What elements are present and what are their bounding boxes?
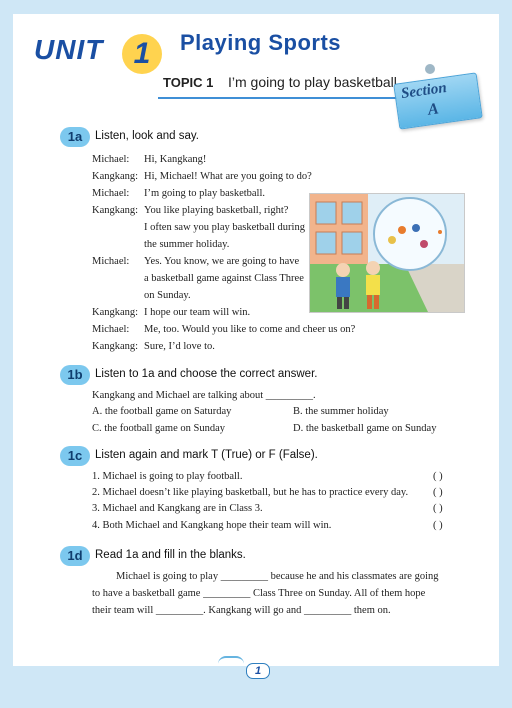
unit-title: Playing Sports <box>180 30 342 55</box>
unit-label: UNIT <box>34 34 104 65</box>
heading-1a: Listen, look and say. <box>95 130 199 142</box>
dialogue-line: I hope our team will win. <box>144 307 251 318</box>
option: B. the summer holiday <box>293 406 389 417</box>
speaker: Michael: <box>92 256 130 267</box>
fill-blank-line: Michael is going to play _________ because he and his classmates are going <box>116 571 439 582</box>
dialogue-line: the summer holiday. <box>144 239 230 250</box>
dialogue-line: Hi, Michael! What are you going to do? <box>144 171 312 182</box>
heading-1b: Listen to 1a and choose the correct answer. <box>95 368 318 380</box>
speaker: Kangkang: <box>92 205 139 216</box>
heading-1d: Read 1a and fill in the blanks. <box>95 549 246 561</box>
statement: 1. Michael is going to play football. <box>92 471 243 482</box>
fill-blank-line: their team will _________. Kangkang will go and _________ them on. <box>92 605 391 616</box>
answer-paren[interactable]: ( ) <box>433 503 443 514</box>
speaker: Michael: <box>92 154 130 165</box>
dialogue-line: Me, too. Would you like to come and cheer us on? <box>144 324 356 335</box>
speaker: Kangkang: <box>92 341 139 352</box>
badge-1a: 1a <box>60 127 90 147</box>
answer-paren[interactable]: ( ) <box>433 520 443 531</box>
basketball-court-illustration <box>309 193 465 313</box>
dialogue-line: I often saw you play basketball during <box>144 222 305 233</box>
heading-1c: Listen again and mark T (True) or F (False). <box>95 449 318 461</box>
section-letter: A <box>426 100 440 119</box>
option: D. the basketball game on Sunday <box>293 423 437 434</box>
dialogue-line: I’m going to play basketball. <box>144 188 266 199</box>
dialogue-line: Hi, Kangkang! <box>144 154 207 165</box>
page-number: 1 <box>246 663 270 679</box>
question-1b: Kangkang and Michael are talking about _________. <box>92 390 316 401</box>
section-word: Section <box>400 79 448 103</box>
dialogue-line: Sure, I’d love to. <box>144 341 215 352</box>
swoosh-decoration <box>218 656 244 664</box>
statement: 3. Michael and Kangkang are in Class 3. <box>92 503 263 514</box>
speaker: Michael: <box>92 188 130 199</box>
speaker: Michael: <box>92 324 130 335</box>
topic-title: I’m going to play basketball. <box>228 74 401 90</box>
speaker: Kangkang: <box>92 171 139 182</box>
option: C. the football game on Sunday <box>92 423 225 434</box>
dialogue-line: a basketball game against Class Three <box>144 273 304 284</box>
badge-1b: 1b <box>60 365 90 385</box>
dialogue-line: You like playing basketball, right? <box>144 205 289 216</box>
unit-number-badge: 1 <box>122 34 162 74</box>
statement: 2. Michael doesn’t like playing basketball, but he has to practice every day. <box>92 487 409 498</box>
fill-blank-line: to have a basketball game _________ Class Three on Sunday. All of them hope <box>92 588 426 599</box>
pin-icon <box>425 64 435 74</box>
answer-paren[interactable]: ( ) <box>433 487 443 498</box>
answer-paren[interactable]: ( ) <box>433 471 443 482</box>
option: A. the football game on Saturday <box>92 406 232 417</box>
topic-label: TOPIC 1 <box>163 75 214 90</box>
statement: 4. Both Michael and Kangkang hope their team will win. <box>92 520 332 531</box>
badge-1c: 1c <box>60 446 90 466</box>
speaker: Kangkang: <box>92 307 139 318</box>
dialogue-line: Yes. You know, we are going to have <box>144 256 300 267</box>
dialogue-line: on Sunday. <box>144 290 191 301</box>
badge-1d: 1d <box>60 546 90 566</box>
